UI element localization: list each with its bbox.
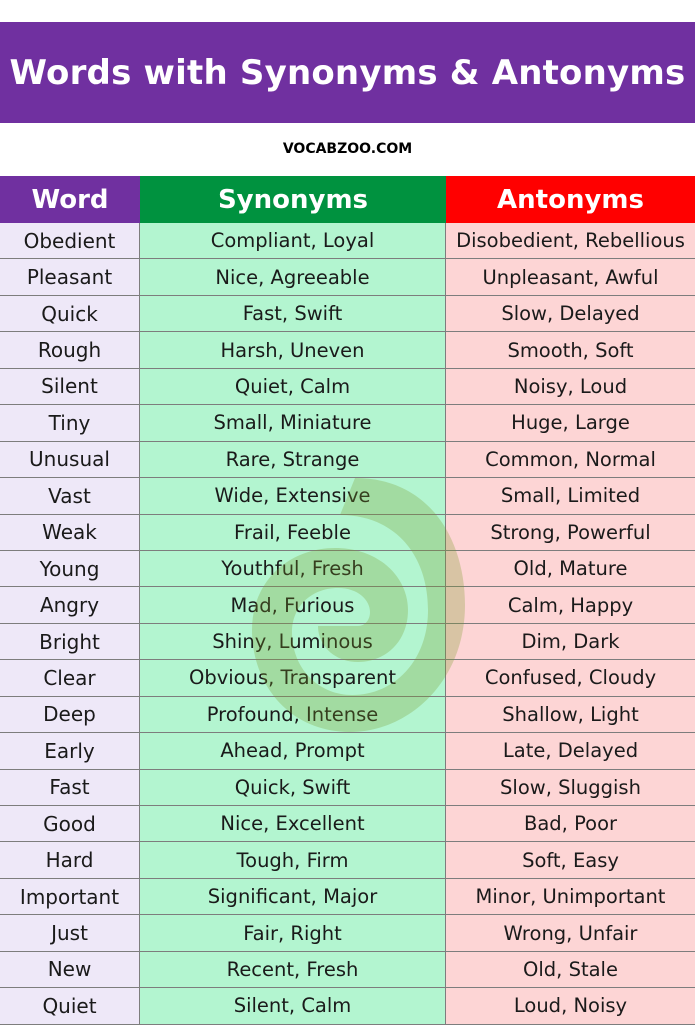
word-cell: Bright — [0, 624, 140, 660]
word-cell: Tiny — [0, 405, 140, 441]
table-row — [0, 879, 695, 915]
synonyms-cell: Small, Miniature — [140, 405, 446, 441]
word-cell: Important — [0, 879, 140, 915]
table-row — [0, 405, 695, 441]
word-cell: Unusual — [0, 442, 140, 478]
table-row — [0, 770, 695, 806]
table-row — [0, 223, 695, 259]
synonyms-cell: Nice, Excellent — [140, 806, 446, 842]
synonyms-cell: Recent, Fresh — [140, 952, 446, 988]
antonyms-cell: Calm, Happy — [446, 587, 695, 623]
antonyms-cell: Late, Delayed — [446, 733, 695, 769]
table-row — [0, 332, 695, 368]
antonyms-cell: Disobedient, Rebellious — [446, 223, 695, 259]
antonyms-cell: Slow, Sluggish — [446, 770, 695, 806]
antonyms-cell: Unpleasant, Awful — [446, 259, 695, 295]
antonyms-cell: Old, Mature — [446, 551, 695, 587]
word-cell: Angry — [0, 587, 140, 623]
antonyms-cell: Old, Stale — [446, 952, 695, 988]
word-cell: Just — [0, 915, 140, 951]
table-row — [0, 806, 695, 842]
synonyms-cell: Obvious, Transparent — [140, 660, 446, 696]
synonyms-cell: Youthful, Fresh — [140, 551, 446, 587]
word-cell: Deep — [0, 697, 140, 733]
antonyms-cell: Confused, Cloudy — [446, 660, 695, 696]
word-cell: Hard — [0, 842, 140, 878]
antonyms-cell: Small, Limited — [446, 478, 695, 514]
table-row — [0, 587, 695, 623]
synonyms-cell: Shiny, Luminous — [140, 624, 446, 660]
column-header-antonyms: Antonyms — [446, 176, 695, 223]
table-body — [0, 223, 695, 1025]
synonyms-cell: Fast, Swift — [140, 296, 446, 332]
synonyms-cell: Nice, Agreeable — [140, 259, 446, 295]
word-cell: Fast — [0, 770, 140, 806]
word-cell: Pleasant — [0, 259, 140, 295]
antonyms-cell: Common, Normal — [446, 442, 695, 478]
word-cell: Obedient — [0, 223, 140, 259]
table-row — [0, 697, 695, 733]
antonyms-cell: Loud, Noisy — [446, 988, 695, 1024]
column-header-word: Word — [0, 176, 140, 223]
table-row — [0, 952, 695, 988]
word-cell: Vast — [0, 478, 140, 514]
synonyms-cell: Tough, Firm — [140, 842, 446, 878]
word-cell: Weak — [0, 515, 140, 551]
synonyms-cell: Silent, Calm — [140, 988, 446, 1024]
synonyms-cell: Rare, Strange — [140, 442, 446, 478]
word-cell: Quick — [0, 296, 140, 332]
word-cell: Silent — [0, 369, 140, 405]
synonyms-cell: Quiet, Calm — [140, 369, 446, 405]
table-header-row — [0, 176, 695, 223]
word-cell: New — [0, 952, 140, 988]
table-row — [0, 551, 695, 587]
synonyms-cell: Fair, Right — [140, 915, 446, 951]
column-header-synonyms: Synonyms — [140, 176, 446, 223]
vocabulary-table — [0, 176, 695, 1025]
table-row — [0, 624, 695, 660]
table-row — [0, 259, 695, 295]
antonyms-cell: Minor, Unimportant — [446, 879, 695, 915]
table-row — [0, 842, 695, 878]
table-row — [0, 369, 695, 405]
antonyms-cell: Slow, Delayed — [446, 296, 695, 332]
table-row — [0, 660, 695, 696]
synonyms-cell: Significant, Major — [140, 879, 446, 915]
table-row — [0, 733, 695, 769]
word-cell: Clear — [0, 660, 140, 696]
antonyms-cell: Noisy, Loud — [446, 369, 695, 405]
synonyms-cell: Harsh, Uneven — [140, 332, 446, 368]
synonyms-cell: Profound, Intense — [140, 697, 446, 733]
antonyms-cell: Bad, Poor — [446, 806, 695, 842]
antonyms-cell: Strong, Powerful — [446, 515, 695, 551]
table-row — [0, 988, 695, 1024]
antonyms-cell: Dim, Dark — [446, 624, 695, 660]
synonyms-cell: Quick, Swift — [140, 770, 446, 806]
synonyms-cell: Wide, Extensive — [140, 478, 446, 514]
table-row — [0, 296, 695, 332]
synonyms-cell: Frail, Feeble — [140, 515, 446, 551]
word-cell: Quiet — [0, 988, 140, 1024]
table-row — [0, 442, 695, 478]
antonyms-cell: Shallow, Light — [446, 697, 695, 733]
table-row — [0, 915, 695, 951]
page-title: Words with Synonyms & Antonyms — [9, 52, 686, 93]
title-banner — [0, 22, 695, 123]
table-row — [0, 478, 695, 514]
synonyms-cell: Mad, Furious — [140, 587, 446, 623]
synonyms-cell: Ahead, Prompt — [140, 733, 446, 769]
word-cell: Good — [0, 806, 140, 842]
antonyms-cell: Huge, Large — [446, 405, 695, 441]
antonyms-cell: Wrong, Unfair — [446, 915, 695, 951]
antonyms-cell: Smooth, Soft — [446, 332, 695, 368]
antonyms-cell: Soft, Easy — [446, 842, 695, 878]
word-cell: Rough — [0, 332, 140, 368]
word-cell: Young — [0, 551, 140, 587]
synonyms-cell: Compliant, Loyal — [140, 223, 446, 259]
site-name: VOCABZOO.COM — [282, 141, 413, 157]
word-cell: Early — [0, 733, 140, 769]
table-row — [0, 515, 695, 551]
